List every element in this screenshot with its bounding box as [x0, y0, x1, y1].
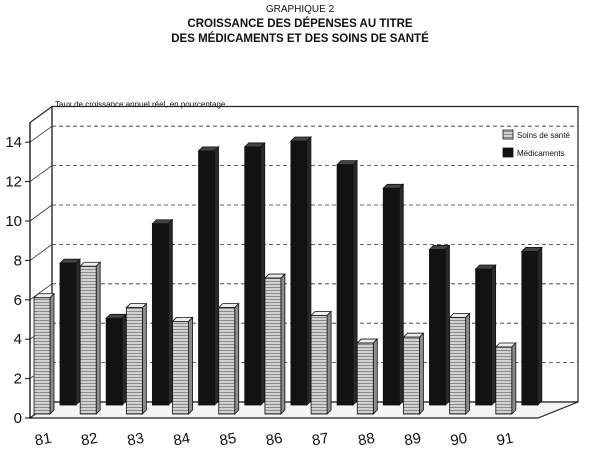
bar-soins-90	[450, 313, 470, 414]
bar-medicaments-86	[291, 137, 311, 405]
bars	[34, 137, 542, 414]
y-tick-label: 12	[5, 173, 22, 191]
side-gridline-8	[30, 244, 52, 260]
legend-label-soins: Soins de santé	[517, 131, 570, 140]
chart-title-line-2: DES MÉDICAMENTS ET DES SOINS DE SANTÉ	[171, 33, 429, 45]
x-tick-label: 91	[495, 429, 515, 450]
bar-soins-91	[496, 343, 516, 414]
bar-medicaments-85	[245, 143, 265, 405]
y-tick-labels	[5, 134, 22, 427]
side-gridline-10	[30, 205, 52, 221]
bar-soins-87	[311, 312, 331, 415]
bar-medicaments-84	[199, 147, 219, 405]
y-axis-label: Taux de croissance annuel réel, en pourcentage	[55, 100, 226, 109]
x-tick-labels	[34, 430, 515, 450]
side-gridline-12	[30, 166, 52, 182]
y-tick-label: 14	[5, 134, 22, 152]
x-tick-label: 89	[402, 429, 423, 450]
bar-soins-89	[403, 333, 423, 414]
bar-medicaments-89	[429, 245, 449, 405]
bar-soins-86	[265, 274, 285, 414]
bar-medicaments-90	[476, 265, 496, 405]
y-tick-label: 8	[13, 252, 22, 270]
y-tick-label: 4	[13, 331, 22, 349]
side-gridline-14	[30, 126, 52, 142]
chart-title-line-1: CROISSANCE DES DÉPENSES AU TITRE	[187, 18, 413, 30]
bar-medicaments-87	[337, 161, 357, 405]
legend	[503, 130, 570, 158]
chart-kicker: GRAPHIQUE 2	[265, 4, 335, 15]
y-tick-label: 2	[13, 370, 22, 388]
bar-soins-85	[219, 304, 239, 414]
bar-soins-84	[173, 317, 193, 414]
bar-soins-82	[80, 262, 100, 414]
bar-medicaments-82	[106, 314, 126, 405]
bar-soins-83	[126, 304, 146, 414]
bar-soins-81	[34, 294, 54, 414]
bar-medicaments-83	[152, 220, 172, 405]
bar-medicaments-81	[60, 259, 80, 405]
x-tick-label: 83	[125, 429, 146, 450]
x-tick-label: 90	[449, 429, 469, 450]
legend-swatch-medicaments	[503, 148, 513, 157]
axes	[25, 123, 30, 419]
y-tick-label: 10	[5, 213, 22, 230]
legend-swatch-soins	[503, 130, 513, 139]
bar-soins-88	[357, 339, 377, 414]
bar-medicaments-91	[522, 247, 542, 405]
bar-medicaments-88	[383, 184, 403, 405]
y-tick-label: 6	[13, 291, 22, 309]
x-tick-label: 82	[79, 429, 100, 450]
x-tick-label: 86	[264, 429, 284, 450]
legend-label-medicaments: Médicaments	[517, 149, 565, 158]
x-tick-label: 81	[33, 429, 53, 450]
x-tick-label: 85	[218, 429, 238, 450]
x-tick-label: 87	[310, 429, 331, 450]
x-tick-label: 88	[356, 429, 377, 450]
x-tick-label: 84	[172, 429, 192, 450]
y-tick-label: 0	[13, 410, 22, 427]
